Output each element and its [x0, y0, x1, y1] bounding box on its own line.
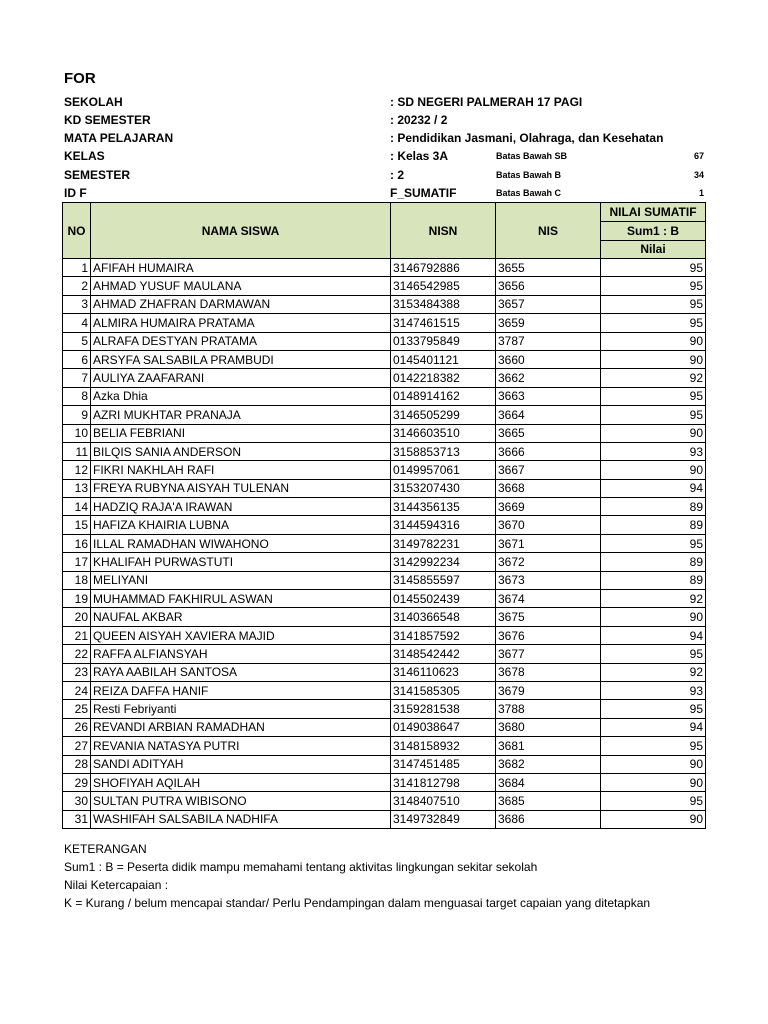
cell-nisn: 0145401121 — [391, 350, 496, 368]
cell-nama-siswa: MELIYANI — [91, 571, 391, 589]
cell-nis: 3667 — [496, 461, 601, 479]
table-row — [63, 534, 706, 552]
cell-nisn: 3140366548 — [391, 608, 496, 626]
cell-nilai: 89 — [601, 516, 706, 534]
cell-nis: 3659 — [496, 314, 601, 332]
header-sum1: Sum1 : B — [601, 222, 706, 240]
cell-nama-siswa: KHALIFAH PURWASTUTI — [91, 553, 391, 571]
cell-no: 31 — [63, 810, 91, 828]
cell-nama-siswa: RAFFA ALFIANSYAH — [91, 645, 391, 663]
cell-nilai: 95 — [601, 295, 706, 313]
threshold-label: Batas Bawah C — [496, 188, 562, 198]
meta-row — [64, 147, 714, 165]
cell-no: 29 — [63, 773, 91, 791]
cell-nilai: 90 — [601, 424, 706, 442]
cell-nis: 3670 — [496, 516, 601, 534]
cell-nis: 3669 — [496, 498, 601, 516]
cell-no: 9 — [63, 406, 91, 424]
cell-no: 22 — [63, 645, 91, 663]
cell-no: 25 — [63, 700, 91, 718]
cell-nilai: 92 — [601, 590, 706, 608]
cell-nis: 3674 — [496, 590, 601, 608]
cell-no: 2 — [63, 277, 91, 295]
notes-nilai-ketercapaian: Nilai Ketercapaian : — [64, 878, 169, 892]
cell-nama-siswa: NAUFAL AKBAR — [91, 608, 391, 626]
cell-nama-siswa: WASHIFAH SALSABILA NADHIFA — [91, 810, 391, 828]
cell-nis: 3672 — [496, 553, 601, 571]
cell-nisn: 3146792886 — [391, 259, 496, 277]
table-row — [63, 681, 706, 699]
cell-no: 15 — [63, 516, 91, 534]
table-row — [63, 277, 706, 295]
grades-table — [62, 202, 706, 829]
cell-nilai: 94 — [601, 479, 706, 497]
notes-section — [64, 840, 650, 912]
table-row — [63, 571, 706, 589]
cell-nisn: 3146505299 — [391, 406, 496, 424]
meta-label: SEMESTER — [64, 168, 131, 182]
cell-no: 3 — [63, 295, 91, 313]
cell-nama-siswa: FREYA RUBYNA AISYAH TULENAN — [91, 479, 391, 497]
meta-value: : 20232 / 2 — [390, 113, 448, 127]
header-nisn: NISN — [391, 203, 496, 259]
cell-nama-siswa: RAYA AABILAH SANTOSA — [91, 663, 391, 681]
cell-nis: 3663 — [496, 387, 601, 405]
threshold-value: 67 — [693, 151, 704, 161]
cell-nilai: 90 — [601, 332, 706, 350]
cell-nis: 3679 — [496, 681, 601, 699]
cell-nisn: 3149732849 — [391, 810, 496, 828]
cell-no: 12 — [63, 461, 91, 479]
cell-nilai: 93 — [601, 681, 706, 699]
cell-nama-siswa: AFIFAH HUMAIRA — [91, 259, 391, 277]
meta-value: : Pendidikan Jasmani, Olahraga, dan Kesehatan — [390, 131, 664, 145]
cell-nis: 3668 — [496, 479, 601, 497]
cell-nilai: 90 — [601, 350, 706, 368]
cell-nis: 3660 — [496, 350, 601, 368]
table-row — [63, 479, 706, 497]
cell-no: 18 — [63, 571, 91, 589]
header-nama-siswa: NAMA SISWA — [91, 203, 391, 259]
table-row — [63, 295, 706, 313]
cell-nis: 3685 — [496, 792, 601, 810]
table-body — [63, 259, 706, 829]
cell-nama-siswa: REVANIA NATASYA PUTRI — [91, 737, 391, 755]
cell-nis: 3680 — [496, 718, 601, 736]
cell-no: 8 — [63, 387, 91, 405]
cell-nis: 3686 — [496, 810, 601, 828]
cell-nisn: 3158853713 — [391, 442, 496, 460]
cell-nisn: 3141812798 — [391, 773, 496, 791]
cell-nilai: 95 — [601, 534, 706, 552]
table-row — [63, 553, 706, 571]
cell-no: 10 — [63, 424, 91, 442]
cell-no: 23 — [63, 663, 91, 681]
cell-no: 17 — [63, 553, 91, 571]
table-row — [63, 810, 706, 828]
header-nilai: Nilai — [601, 240, 706, 258]
cell-nis: 3677 — [496, 645, 601, 663]
table-row — [63, 590, 706, 608]
meta-value: : Kelas 3A — [390, 149, 449, 163]
table-row — [63, 792, 706, 810]
cell-nis: 3787 — [496, 332, 601, 350]
table-row — [63, 387, 706, 405]
header-no: NO — [63, 203, 91, 259]
cell-no: 6 — [63, 350, 91, 368]
cell-nama-siswa: QUEEN AISYAH XAVIERA MAJID — [91, 626, 391, 644]
table-row — [63, 332, 706, 350]
cell-nilai: 92 — [601, 663, 706, 681]
cell-nilai: 95 — [601, 792, 706, 810]
meta-row — [64, 166, 714, 184]
cell-nilai: 94 — [601, 718, 706, 736]
cell-nilai: 89 — [601, 571, 706, 589]
meta-row — [64, 93, 714, 111]
notes-kurang-description: K = Kurang / belum mencapai standar/ Perlu Pendampingan dalam menguasai target capaian yang ditetapkan — [64, 896, 651, 910]
cell-nisn: 3144594316 — [391, 516, 496, 534]
cell-nisn: 0148914162 — [391, 387, 496, 405]
cell-nilai: 93 — [601, 442, 706, 460]
cell-nisn: 0149038647 — [391, 718, 496, 736]
cell-nilai: 95 — [601, 700, 706, 718]
cell-no: 21 — [63, 626, 91, 644]
notes-heading: KETERANGAN — [64, 842, 147, 856]
cell-nis: 3671 — [496, 534, 601, 552]
cell-nis: 3664 — [496, 406, 601, 424]
table-row — [63, 424, 706, 442]
cell-nilai: 94 — [601, 626, 706, 644]
cell-no: 28 — [63, 755, 91, 773]
cell-nisn: 3144356135 — [391, 498, 496, 516]
meta-label: ID F — [64, 186, 87, 200]
cell-nama-siswa: AULIYA ZAAFARANI — [91, 369, 391, 387]
meta-row — [64, 184, 714, 202]
cell-nama-siswa: REVANDI ARBIAN RAMADHAN — [91, 718, 391, 736]
cell-nisn: 3145855597 — [391, 571, 496, 589]
cell-nilai: 95 — [601, 277, 706, 295]
table-row — [63, 406, 706, 424]
threshold-value: 34 — [693, 170, 704, 180]
cell-nilai: 90 — [601, 810, 706, 828]
cell-no: 14 — [63, 498, 91, 516]
cell-nama-siswa: ALMIRA HUMAIRA PRATAMA — [91, 314, 391, 332]
cell-nilai: 95 — [601, 737, 706, 755]
cell-nama-siswa: BELIA FEBRIANI — [91, 424, 391, 442]
cell-no: 4 — [63, 314, 91, 332]
cell-nisn: 3148407510 — [391, 792, 496, 810]
cell-nama-siswa: SHOFIYAH AQILAH — [91, 773, 391, 791]
meta-label: SEKOLAH — [64, 95, 123, 109]
cell-no: 16 — [63, 534, 91, 552]
table-row — [63, 737, 706, 755]
threshold-value: 1 — [698, 188, 704, 198]
cell-nilai: 95 — [601, 645, 706, 663]
cell-nama-siswa: ILLAL RAMADHAN WIWAHONO — [91, 534, 391, 552]
table-row — [63, 755, 706, 773]
meta-value: : 2 — [390, 168, 405, 182]
cell-nama-siswa: Resti Febriyanti — [91, 700, 391, 718]
cell-nilai: 95 — [601, 387, 706, 405]
cell-nis: 3676 — [496, 626, 601, 644]
cell-nisn: 0142218382 — [391, 369, 496, 387]
cell-nilai: 90 — [601, 773, 706, 791]
cell-no: 13 — [63, 479, 91, 497]
cell-no: 1 — [63, 259, 91, 277]
cell-no: 24 — [63, 681, 91, 699]
meta-value: : SD NEGERI PALMERAH 17 PAGI — [390, 95, 583, 109]
cell-nisn: 3147451485 — [391, 755, 496, 773]
cell-no: 26 — [63, 718, 91, 736]
cell-nilai: 90 — [601, 608, 706, 626]
cell-nis: 3655 — [496, 259, 601, 277]
cell-nisn: 3148542442 — [391, 645, 496, 663]
meta-label: KD SEMESTER — [64, 113, 151, 127]
cell-nilai: 95 — [601, 259, 706, 277]
meta-row — [64, 129, 714, 147]
cell-nilai: 89 — [601, 553, 706, 571]
table-row — [63, 626, 706, 644]
cell-no: 19 — [63, 590, 91, 608]
table-row — [63, 645, 706, 663]
cell-nis: 3673 — [496, 571, 601, 589]
cell-nisn: 0145502439 — [391, 590, 496, 608]
threshold-label: Batas Bawah B — [496, 170, 562, 180]
cell-nama-siswa: BILQIS SANIA ANDERSON — [91, 442, 391, 460]
cell-no: 5 — [63, 332, 91, 350]
cell-nis: 3788 — [496, 700, 601, 718]
cell-nis: 3675 — [496, 608, 601, 626]
table-row — [63, 442, 706, 460]
cell-nilai: 92 — [601, 369, 706, 387]
table-row — [63, 773, 706, 791]
cell-nis: 3662 — [496, 369, 601, 387]
cell-nama-siswa: ALRAFA DESTYAN PRATAMA — [91, 332, 391, 350]
cell-no: 7 — [63, 369, 91, 387]
cell-no: 20 — [63, 608, 91, 626]
cell-nisn: 3146603510 — [391, 424, 496, 442]
cell-nama-siswa: MUHAMMAD FAKHIRUL ASWAN — [91, 590, 391, 608]
cell-nilai: 95 — [601, 406, 706, 424]
cell-nilai: 89 — [601, 498, 706, 516]
cell-nilai: 90 — [601, 755, 706, 773]
meta-value: F_SUMATIF — [390, 186, 457, 200]
cell-nisn: 3147461515 — [391, 314, 496, 332]
cell-nama-siswa: SULTAN PUTRA WIBISONO — [91, 792, 391, 810]
cell-nisn: 3146542985 — [391, 277, 496, 295]
table-row — [63, 516, 706, 534]
cell-nama-siswa: AZRI MUKHTAR PRANAJA — [91, 406, 391, 424]
cell-nama-siswa: AHMAD YUSUF MAULANA — [91, 277, 391, 295]
table-row — [63, 663, 706, 681]
meta-row — [64, 111, 714, 129]
table-row — [63, 498, 706, 516]
cell-nama-siswa: REIZA DAFFA HANIF — [91, 681, 391, 699]
cell-nis: 3665 — [496, 424, 601, 442]
cell-nis: 3657 — [496, 295, 601, 313]
cell-nama-siswa: FIKRI NAKHLAH RAFI — [91, 461, 391, 479]
cell-nis: 3656 — [496, 277, 601, 295]
meta-label: KELAS — [64, 149, 105, 163]
threshold-label: Batas Bawah SB — [496, 151, 568, 161]
cell-nis: 3684 — [496, 773, 601, 791]
cell-nama-siswa: HAFIZA KHAIRIA LUBNA — [91, 516, 391, 534]
header-nilai-sumatif: NILAI SUMATIF — [601, 203, 706, 222]
cell-no: 11 — [63, 442, 91, 460]
table-row — [63, 259, 706, 277]
table-row — [63, 608, 706, 626]
cell-nama-siswa: Azka Dhia — [91, 387, 391, 405]
table-row — [63, 314, 706, 332]
header-nis: NIS — [496, 203, 601, 259]
cell-nisn: 3153207430 — [391, 479, 496, 497]
cell-nisn: 0133795849 — [391, 332, 496, 350]
cell-nama-siswa: ARSYFA SALSABILA PRAMBUDI — [91, 350, 391, 368]
table-row — [63, 718, 706, 736]
cell-nama-siswa: AHMAD ZHAFRAN DARMAWAN — [91, 295, 391, 313]
cell-nisn: 3159281538 — [391, 700, 496, 718]
cell-no: 27 — [63, 737, 91, 755]
cell-nisn: 3149782231 — [391, 534, 496, 552]
cell-nama-siswa: SANDI ADITYAH — [91, 755, 391, 773]
cell-nisn: 3142992234 — [391, 553, 496, 571]
cell-nis: 3666 — [496, 442, 601, 460]
cell-nilai: 95 — [601, 314, 706, 332]
cell-nisn: 3148158932 — [391, 737, 496, 755]
cell-nisn: 3146110623 — [391, 663, 496, 681]
cell-nis: 3682 — [496, 755, 601, 773]
cell-no: 30 — [63, 792, 91, 810]
document-title: FOR — [64, 70, 96, 87]
cell-nis: 3678 — [496, 663, 601, 681]
meta-label: MATA PELAJARAN — [64, 131, 174, 145]
cell-nisn: 0149957061 — [391, 461, 496, 479]
table-row — [63, 369, 706, 387]
cell-nis: 3681 — [496, 737, 601, 755]
table-row — [63, 700, 706, 718]
table-row — [63, 461, 706, 479]
cell-nisn: 3153484388 — [391, 295, 496, 313]
cell-nilai: 90 — [601, 461, 706, 479]
cell-nisn: 3141857592 — [391, 626, 496, 644]
notes-sum1-description: Sum1 : B = Peserta didik mampu memahami tentang aktivitas lingkungan sekitar sekolah — [64, 860, 538, 874]
cell-nama-siswa: HADZIQ RAJA'A IRAWAN — [91, 498, 391, 516]
table-row — [63, 350, 706, 368]
cell-nisn: 3141585305 — [391, 681, 496, 699]
